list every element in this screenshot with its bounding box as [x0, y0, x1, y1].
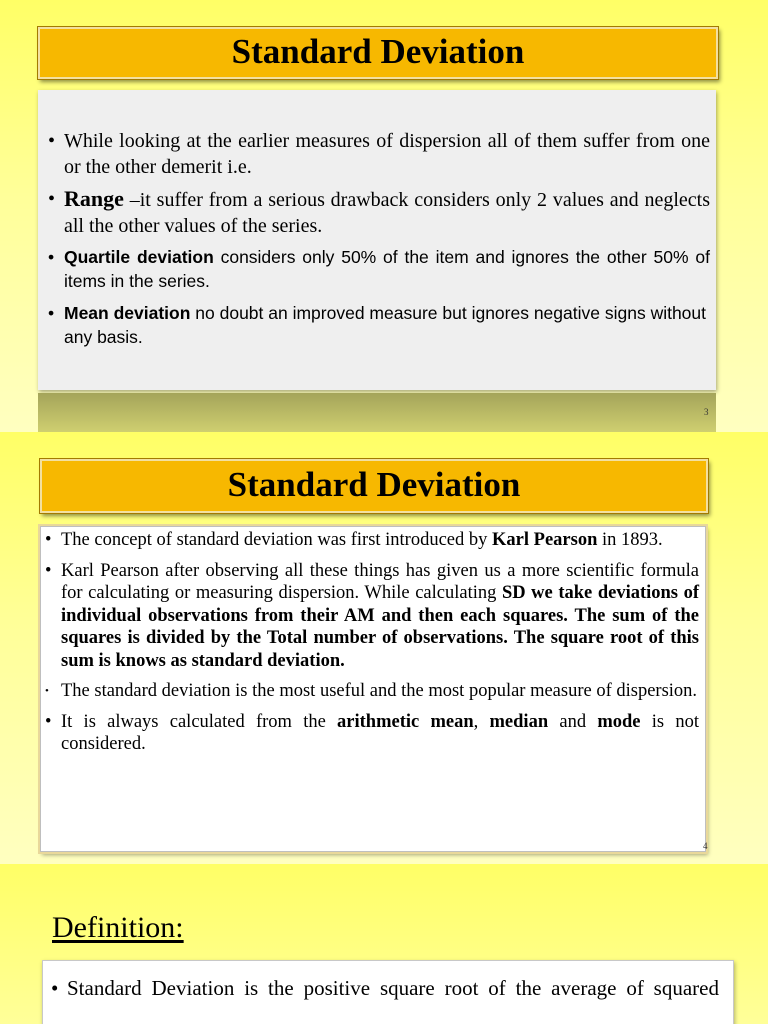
list-item-text: and	[548, 711, 598, 732]
slide-5	[0, 864, 768, 1024]
list-item	[41, 711, 699, 756]
page-number: 3	[704, 407, 709, 417]
list-item-emphasis: arithmetic mean	[337, 711, 474, 732]
list-item	[41, 680, 699, 703]
list-item-text: ,	[473, 711, 490, 732]
bullet-icon: •	[45, 685, 49, 697]
list-item	[41, 560, 699, 673]
definition-heading: Definition:	[52, 911, 184, 944]
list-item	[44, 245, 710, 293]
list-item-text: While looking at the earlier measures of dispersion all of them suffer from one or the other demerit i.e.	[64, 130, 710, 178]
list-item	[44, 301, 710, 349]
bullet-list	[47, 971, 719, 1005]
slide-title: Standard Deviation	[40, 459, 708, 513]
bullet-icon: •	[45, 711, 52, 732]
list-item-text: –it suffer from a serious drawback considers only 2 values and neglects all the other values of the series.	[64, 189, 710, 237]
slide-4	[0, 432, 768, 864]
content-box	[38, 90, 716, 390]
page-number: 4	[703, 841, 708, 851]
list-item-text: The standard deviation is the most useful and the most popular measure of dispersion.	[61, 681, 698, 701]
bullet-icon: •	[48, 188, 56, 210]
list-item-emphasis: mode	[597, 711, 641, 732]
bullet-list	[41, 529, 699, 764]
slide-footer	[38, 393, 716, 432]
bullet-icon: •	[48, 247, 55, 267]
bullet-icon: •	[45, 560, 52, 581]
list-item-emphasis: median	[489, 711, 549, 732]
bullet-icon: •	[51, 976, 59, 1000]
list-item	[41, 529, 699, 552]
bullet-icon: •	[45, 530, 52, 550]
list-item-lead: Quartile deviation	[64, 247, 214, 267]
list-item-emphasis: SD we take deviations of individual observations from their AM and then each squares. The sum of the squares is divided by the Total number of observations. The square root of this sum is knows as standard deviation.	[61, 583, 699, 671]
content-box	[42, 960, 734, 1024]
list-item-text: in 1893.	[597, 530, 663, 550]
list-item	[47, 971, 719, 1005]
list-item-text: considers only 50% of the item and ignores the other 50% of items in the series.	[64, 247, 710, 291]
list-item	[44, 186, 710, 239]
list-item-text: Standard Deviation is the positive square root of the average of squared	[67, 976, 719, 1000]
list-item-emphasis: Karl Pearson	[492, 530, 598, 550]
list-item-text: It is always calculated from the	[61, 711, 338, 732]
list-item-text: no doubt an improved measure but ignores negative signs without any basis.	[64, 303, 707, 347]
bullet-list	[44, 128, 710, 357]
slide-title: Standard Deviation	[38, 27, 718, 79]
list-item-text: The concept of standard deviation was first introduced by	[61, 530, 493, 550]
list-item-text: Karl Pearson after observing all these things has given us a more scientific formula for calculating or measuring dispersion. While calculating	[61, 560, 699, 603]
list-item-lead: Range	[64, 186, 124, 211]
list-item-text: is not considered.	[61, 711, 699, 754]
slide-3	[0, 0, 768, 432]
list-item	[44, 128, 710, 180]
content-box	[40, 526, 706, 852]
list-item-lead: Mean deviation	[64, 303, 191, 323]
bullet-icon: •	[48, 130, 56, 152]
bullet-icon: •	[48, 303, 55, 323]
